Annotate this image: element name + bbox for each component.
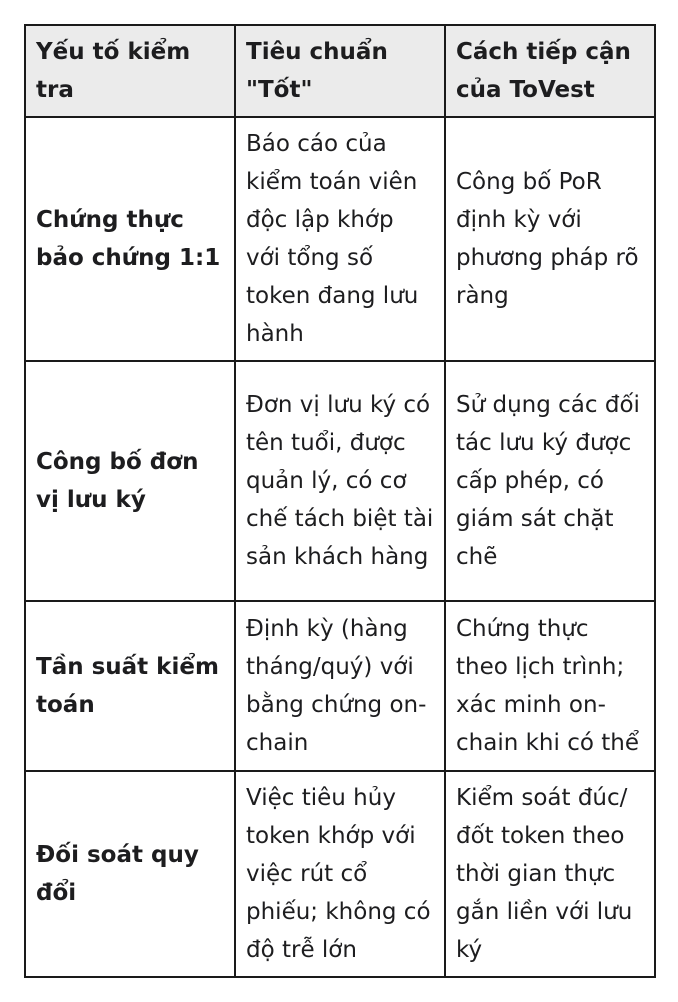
- standard-cell: Đơn vị lưu ký có tên tuổi, được quản lý, có cơ chế tách biệt tài sản khách hàng: [235, 361, 445, 601]
- approach-cell: Chứng thực theo lịch trình; xác minh on-chain khi có thể: [445, 601, 655, 771]
- table-row: [25, 361, 655, 601]
- table-row: [25, 771, 655, 977]
- header-row: [25, 25, 655, 117]
- approach-cell: Kiểm soát đúc/đốt token theo thời gian thực gắn liền với lưu ký: [445, 771, 655, 977]
- standard-cell: Báo cáo của kiểm toán viên độc lập khớp với tổng số token đang lưu hành: [235, 117, 445, 361]
- factor-cell: Đối soát quy đổi: [25, 771, 235, 977]
- factor-cell: Tần suất kiểm toán: [25, 601, 235, 771]
- standard-cell: Việc tiêu hủy token khớp với việc rút cổ phiếu; không có độ trễ lớn: [235, 771, 445, 977]
- factor-cell: Chứng thực bảo chứng 1:1: [25, 117, 235, 361]
- standard-cell: Định kỳ (hàng tháng/quý) với bằng chứng on-chain: [235, 601, 445, 771]
- approach-cell: Công bố PoR định kỳ với phương pháp rõ ràng: [445, 117, 655, 361]
- table-row: [25, 117, 655, 361]
- col-header-standard: Tiêu chuẩn "Tốt": [235, 25, 445, 117]
- approach-cell: Sử dụng các đối tác lưu ký được cấp phép, có giám sát chặt chẽ: [445, 361, 655, 601]
- col-header-approach: Cách tiếp cận của ToVest: [445, 25, 655, 117]
- comparison-table: [24, 24, 656, 978]
- table-row: [25, 601, 655, 771]
- col-header-factor: Yếu tố kiểm tra: [25, 25, 235, 117]
- factor-cell: Công bố đơn vị lưu ký: [25, 361, 235, 601]
